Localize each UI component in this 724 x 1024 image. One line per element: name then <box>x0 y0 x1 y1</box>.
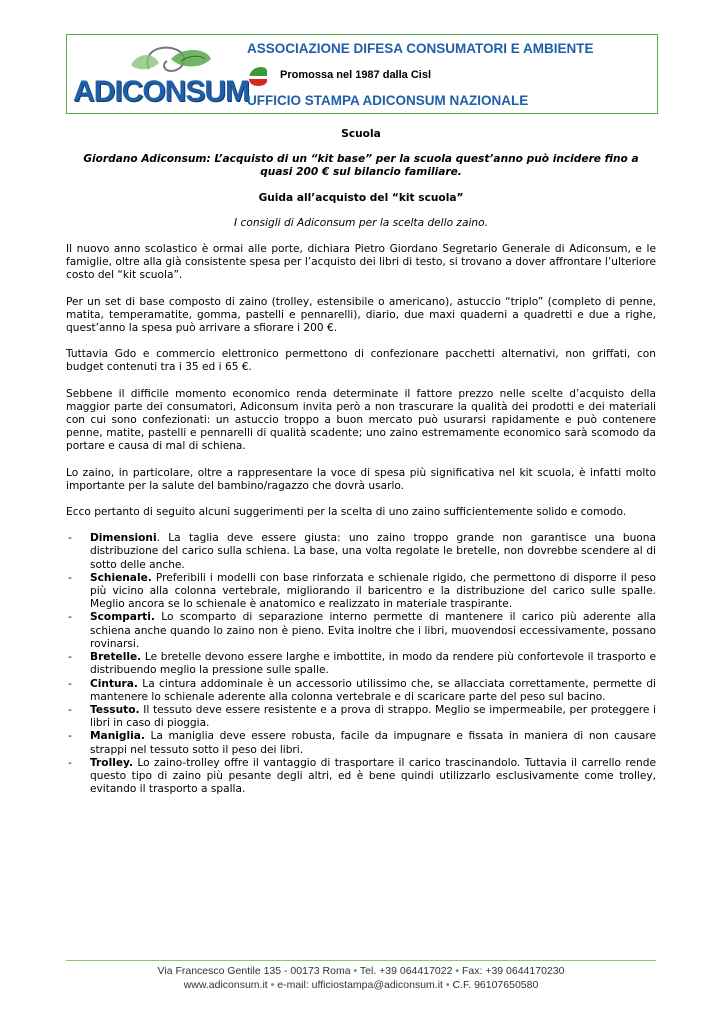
footer-line-1 <box>66 964 656 978</box>
tip-text: Le bretelle devono essere larghe e imbottite, in modo da rendere più confortevole il trasporto e distribuendo meglio la pressione sulle spalle. <box>90 651 656 677</box>
paragraph: Il nuovo anno scolastico è ormai alle porte, dichiara Pietro Giordano Segretario Generale di Adiconsum, e le famiglie, oltre alla già consistente spesa per l’acquisto dei libri di testo, si trovano a dover affrontare l’ulteriore costo del “kit scuola”. <box>66 243 656 282</box>
tip-text: La cintura addominale è un accessorio utilissimo che, se allacciata correttamente, permette di mantenere lo schienale aderente alla colonna vertebrale e di scaricare parte del peso sul bacino. <box>90 677 656 703</box>
footer-address: Via Francesco Gentile 135 - 00173 Roma <box>157 965 351 977</box>
footer-tel: Tel. +39 064417022 <box>359 965 453 977</box>
tip-term: Dimensioni <box>90 532 157 545</box>
list-item: - Schienale. Preferibili i modelli con base rinforzata e schienale rigido, che permettono di disporre il peso più vicino alla colonna vertebrale, migliorando il baricentro e la distribuzione del carico sulle spalle. Meglio ancora se lo schienale è anatomico e realizzato in materiale traspirante. <box>68 571 656 611</box>
logo-wordmark: ADICONSUM <box>73 75 249 108</box>
adiconsum-logo <box>71 41 249 111</box>
list-item: - Maniglia. La maniglia deve essere robusta, facile da impugnare e fissata in maniera di non causare strappi nel tessuto sotto il peso dei libri. <box>68 730 656 756</box>
paragraph: Per un set di base composto di zaino (trolley, estensibile o americano), astuccio “triplo” (completo di penne, matita, temperamatite, gomma, pastelli e pennarelli), diario, due maxi quaderni a quadretti e due a righe, quest’anno la spesa può arrivare a sfiorare i 200 €. <box>66 295 656 335</box>
topic-heading: Scuola <box>341 128 381 140</box>
tip-text: Lo zaino-trolley offre il vantaggio di trasportare il carico trascinandolo. Tuttavia il carrello rende questo tipo di zaino più pesante degli altri, ed è bene quindi utilizzarlo esclusivamente come trolley, evitando il trasporto a spalla. <box>90 756 656 796</box>
org-name: ASSOCIAZIONE DIFESA CONSUMATORI E AMBIENTE <box>247 41 594 56</box>
footer-line-2 <box>66 978 656 992</box>
tip-text: La maniglia deve essere robusta, facile da impugnare e fissata in maniera di non causare strappi nel tessuto sotto il peso dei libri. <box>90 730 656 756</box>
footer <box>66 964 656 992</box>
guide-subtitle: I consigli di Adiconsum per la scelta dello zaino. <box>234 216 488 229</box>
bullet-separator: • <box>353 965 358 977</box>
guide-title: Guida all’acquisto del “kit scuola” <box>258 191 464 204</box>
tip-term: Bretelle. <box>90 651 142 664</box>
tip-term: Schienale. <box>90 571 152 584</box>
tip-text: Lo scomparto di separazione interno permette di mantenere il carico più aderente alla schiena anche quando lo zaino non è pieno. Evita inoltre che i libri, muovendosi eccessivamente, possano rovinarsi. <box>90 611 656 650</box>
press-release-body <box>66 128 656 796</box>
paragraph: Lo zaino, in particolare, oltre a rappresentare la voce di spesa più significativa nel kit scuola, è infatti molto importante per la salute del bambino/ragazzo che dovrà usarlo. <box>66 466 656 492</box>
office-name: UFFICIO STAMPA ADICONSUM NAZIONALE <box>247 93 529 108</box>
tip-term: Tessuto. <box>90 703 140 716</box>
list-item: - Tessuto. Il tessuto deve essere resistente e a prova di strappo. Meglio se impermeabile, per proteggere i libri in caso di pioggia. <box>68 703 656 730</box>
footer-web-link[interactable]: www.adiconsum.it <box>183 979 268 991</box>
paragraph: Tuttavia Gdo e commercio elettronico permettono di confezionare pacchetti alternativi, non griffati, con budget contenuti tra i 35 ed i 65 €. <box>66 348 656 374</box>
footer-cf: C.F. 96107650580 <box>452 979 539 991</box>
tip-text: . La taglia deve essere giusta: uno zaino troppo grande non garantisce una buona distribuzione del carico sulla schiena. La base, una volta regolate le bretelle, non dovrebbe scendere al di sotto delle anche. <box>90 532 656 571</box>
list-item: - Cintura. La cintura addominale è un accessorio utilissimo che, se allacciata correttamente, permette di mantenere lo schienale aderente alla colonna vertebrale e di scaricare parte del peso sul bacino. <box>68 677 656 703</box>
letterhead <box>66 34 658 114</box>
italian-flag-icon <box>247 65 269 87</box>
footer-fax: Fax: +39 0644170230 <box>461 965 565 977</box>
tip-term: Cintura. <box>90 677 138 690</box>
tip-text: Il tessuto deve essere resistente e a prova di strappo. Meglio se impermeabile, per proteggere i libri in caso di pioggia. <box>90 703 656 730</box>
paragraph: Sebbene il difficile momento economico renda determinate il fattore prezzo nelle scelte d’acquisto della maggior parte dei consumatori, Adiconsum invita però a non trascurare la qualità dei prodotti e dei materiali con cui sono confezionati: un astuccio troppo a buon mercato può usurarsi rapidamente e può contenere penne, matite, pastelli e pennarelli di qualità scadente; uno zaino estremamente economico sarà scomodo da portare e causa di mal di schiena. <box>66 387 656 453</box>
tip-term: Trolley. <box>90 756 133 769</box>
bullet-separator: • <box>445 979 450 991</box>
list-item: - Scomparti. Lo scomparto di separazione interno permette di mantenere il carico più aderente alla schiena anche quando lo zaino non è pieno. Evita inoltre che i libri, muovendosi eccessivamente, possano rovinarsi. <box>68 611 656 650</box>
tip-term: Maniglia. <box>90 730 145 743</box>
list-item: - Dimensioni. La taglia deve essere giusta: uno zaino troppo grande non garantisce una buona distribuzione del carico sulla schiena. La base, una volta regolate le bretelle, non dovrebbe scendere al di sotto delle anche. <box>68 532 656 571</box>
tip-text: Preferibili i modelli con base rinforzata e schienale rigido, che permettono di disporre il peso più vicino alla colonna vertebrale, migliorando il baricentro e la distribuzione del carico sulle spalle. Meglio ancora se lo schienale è anatomico e realizzato in materiale traspirante. <box>90 571 656 611</box>
backpack-tips-list <box>66 532 656 796</box>
list-item: - Trolley. Lo zaino-trolley offre il vantaggio di trasportare il carico trascinandolo. Tuttavia il carrello rende questo tipo di zaino più pesante degli altri, ed è bene quindi utilizzarlo esclusivamente come trolley, evitando il trasporto a spalla. <box>68 756 656 796</box>
bullet-separator: • <box>270 979 275 991</box>
promo-text: Promossa nel 1987 dalla Cisl <box>280 69 432 81</box>
footer-divider <box>66 960 656 961</box>
footer-email-link[interactable]: e-mail: ufficiostampa@adiconsum.it <box>277 979 443 991</box>
tip-term: Scomparti. <box>90 611 155 624</box>
headline: Giordano Adiconsum: L’acquisto di un “kit base” per la scuola quest’anno può incidere fino a quasi 200 € sul bilancio familiare. <box>83 153 639 179</box>
paragraph: Ecco pertanto di seguito alcuni suggerimenti per la scelta di uno zaino sufficientemente solido e comodo. <box>66 506 627 519</box>
bullet-separator: • <box>455 965 460 977</box>
list-item: - Bretelle. Le bretelle devono essere larghe e imbottite, in modo da rendere più confortevole il trasporto e distribuendo meglio la pressione sulle spalle. <box>68 651 656 677</box>
